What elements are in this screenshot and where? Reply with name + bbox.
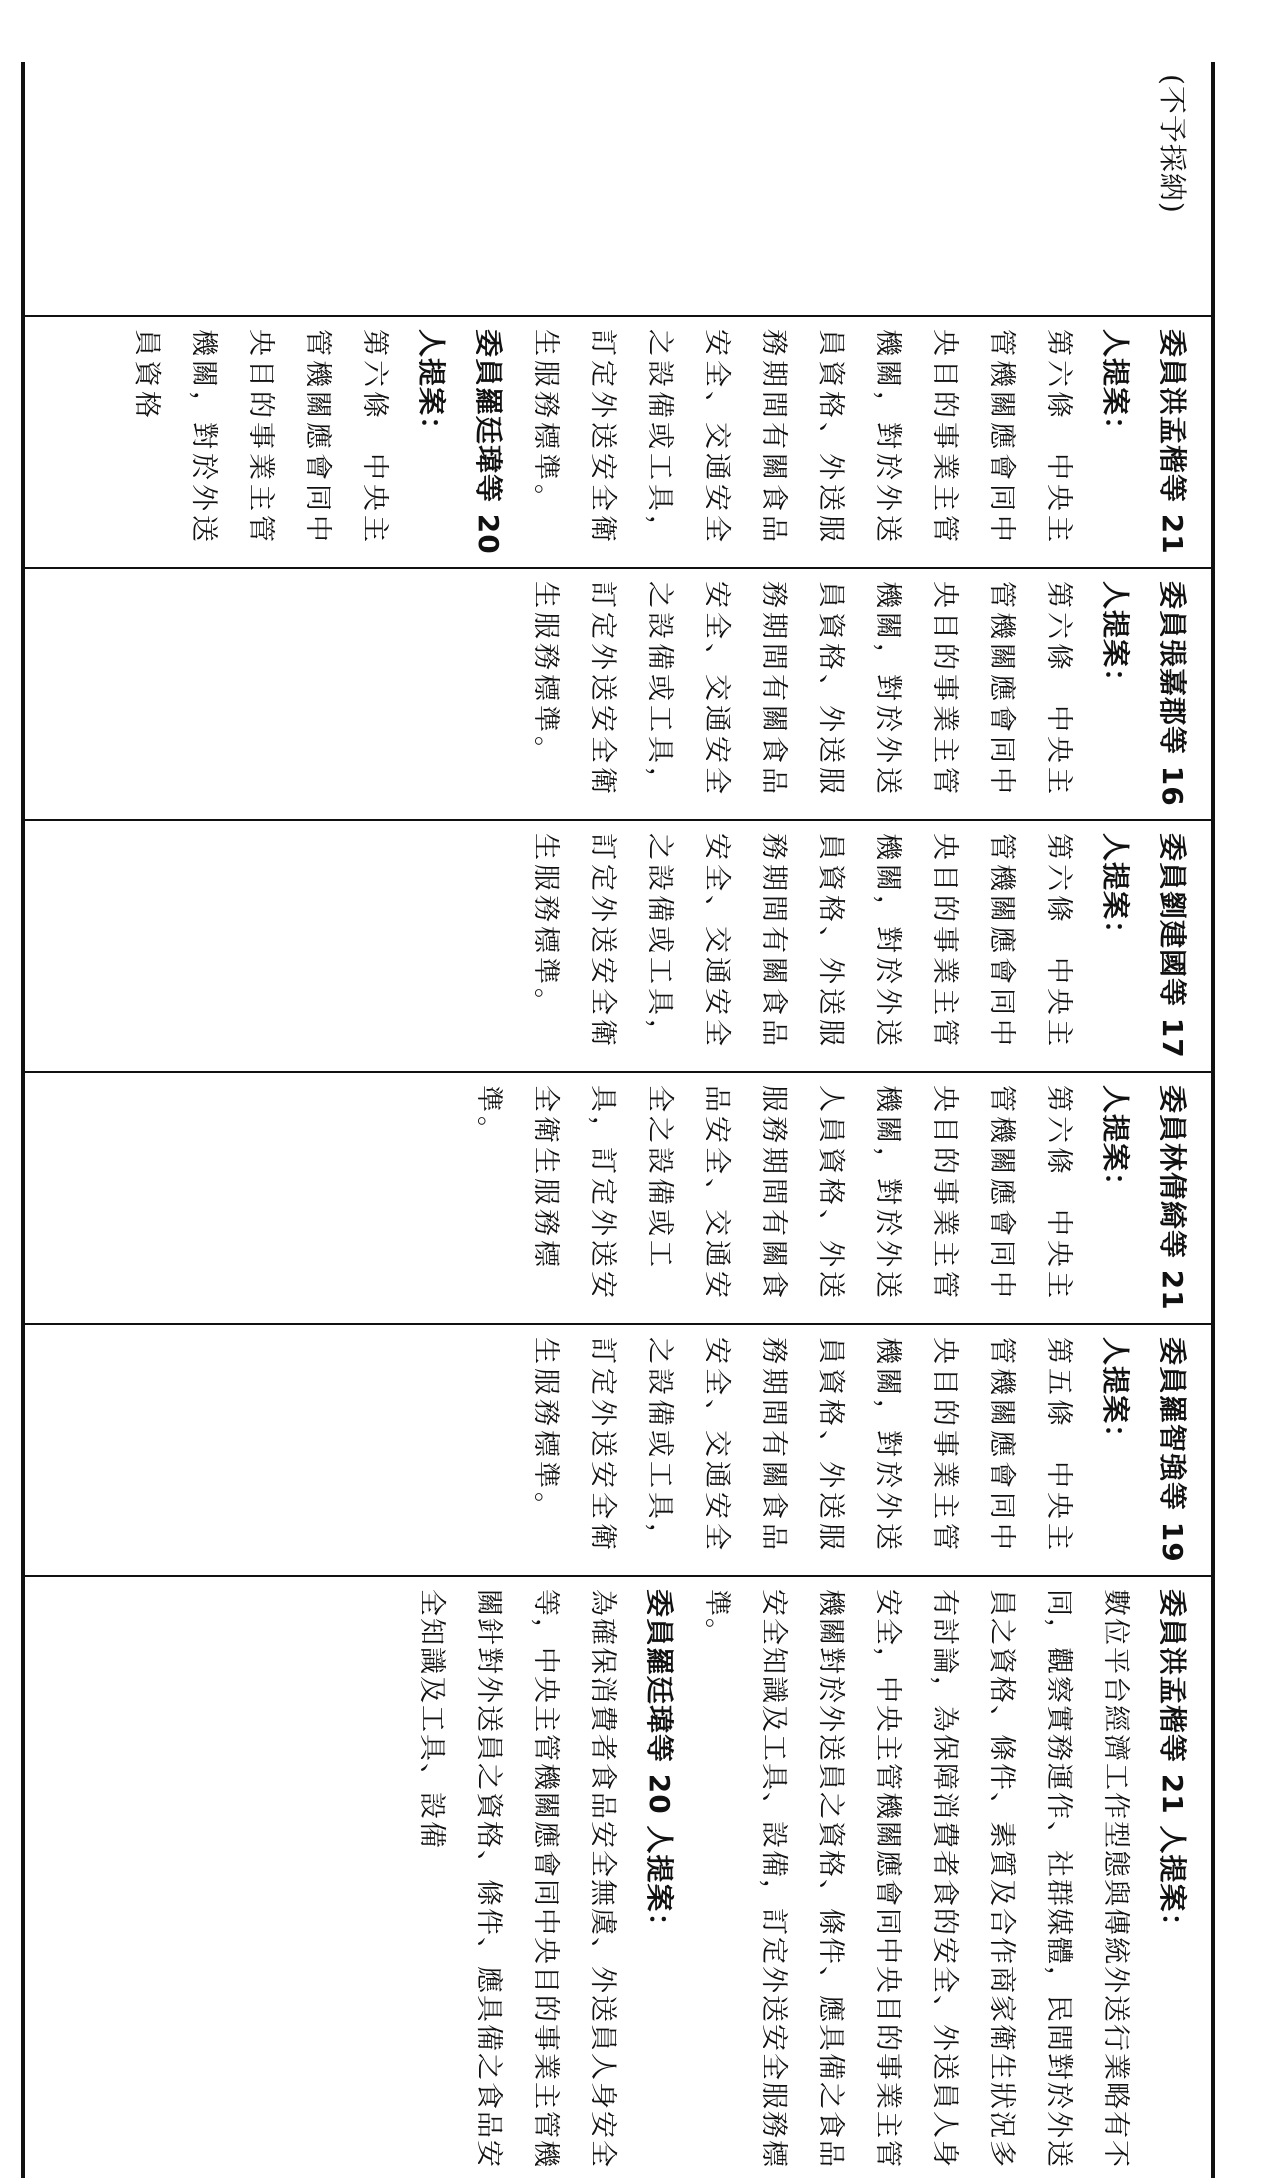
article-text: 第六條 中央主管機關應會同中央目的事業主管機關，對於外送員資格、外送服務期間有關食品安全、交通安全之設備或工具，訂定外送安全衛生服務標準。: [530, 833, 1074, 1050]
proposer-label: 委員羅廷瑋等 20 人提案：: [415, 329, 505, 555]
explanation-text: 為確保消費者食品安全無虞、外送員人身安全等，中央主管機關應會同中央目的事業主管機關針對外送員之資格、條件、應具備之食品安全知識及工具、設備: [416, 1589, 618, 2169]
article-text: 第六條 中央主管機關應會同中央目的事業主管機關，對於外送員資格: [131, 329, 390, 546]
proposer-label: 委員洪孟楷等 21 人提案：: [1099, 329, 1189, 555]
proposer-label: 委員羅智強等 19 人提案：: [1099, 1337, 1189, 1563]
article-text: 第五條 中央主管機關應會同中央目的事業主管機關，對於外送員資格、外送服務期間有關食品安全、交通安全之設備或工具，訂定外送安全衛生服務標準。: [530, 1337, 1074, 1554]
proposal-cell-lin: [23, 1072, 1213, 1324]
proposer-label: 委員劉建國等 17 人提案：: [1099, 833, 1189, 1059]
proposal-cell-liu: [23, 820, 1213, 1072]
comparison-table: [21, 62, 1215, 2178]
article-text: 第六條 中央主管機關應會同中央目的事業主管機關，對於外送員資格、外送服務期間有關食品安全、交通安全之設備或工具，訂定外送安全衛生服務標準。: [530, 581, 1074, 798]
proposer-label: 委員林倩綺等 21 人提案：: [1099, 1085, 1189, 1311]
article-text: 第六條 中央主管機關應會同中央目的事業主管機關，對於外送人員資格、外送服務期間有關食品安全、交通安全之設備或工具，訂定外送安全衛生服務標準。: [473, 1085, 1074, 1302]
proposer-label: 委員洪孟楷等 21 人提案：: [1156, 1589, 1189, 1942]
proposal-cell-lo: [23, 1324, 1213, 1576]
proposer-label: 委員張嘉郡等 16 人提案：: [1099, 581, 1189, 807]
table-row: [23, 62, 1213, 2178]
explanation-cell: [23, 1576, 1213, 2178]
proposal-cell-hong: [23, 316, 1213, 568]
review-status: (不予採納): [1156, 74, 1189, 214]
review-status-cell: [23, 62, 1213, 316]
proposal-cell-chang: [23, 568, 1213, 820]
proposer-label: 委員羅廷瑋等 20 人提案：: [643, 1589, 676, 1942]
explanation-text: 數位平台經濟工作型態與傳統外送行業略有不同，觀察實務運作、社群媒體，民間對於外送員之資格、條件、素質及合作商家衛生狀況多有討論，為保障消費者食的安全、外送員人身安全，中央主管機關應會同中央目的事業主管機關對於外送員之資格、條件、應具備之食品安全知識及工具、設備，訂定外送安全服務標準。: [701, 1589, 1131, 2169]
article-text: 第六條 中央主管機關應會同中央目的事業主管機關，對於外送員資格、外送服務期間有關食品安全、交通安全之設備或工具，訂定外送安全衛生服務標準。: [530, 329, 1074, 546]
